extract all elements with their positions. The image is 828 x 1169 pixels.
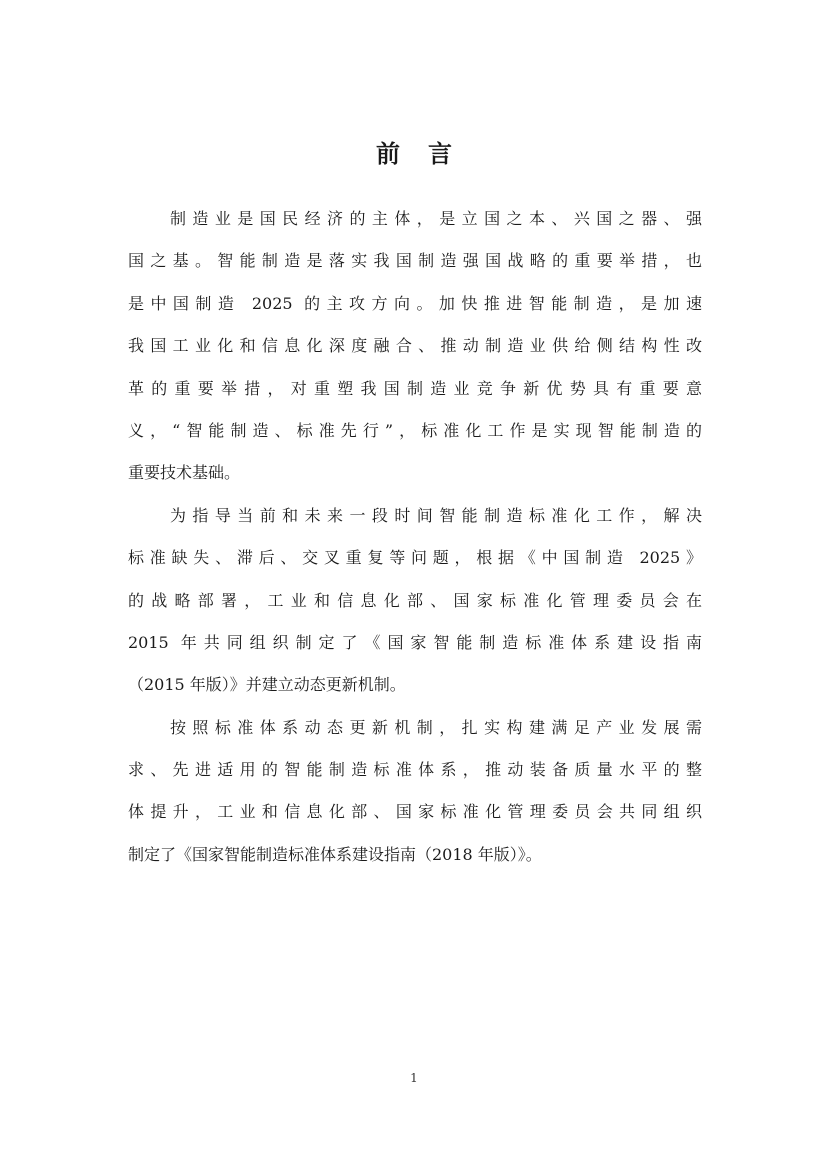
title-char-2: 言 bbox=[428, 139, 452, 168]
text-line: 制定了《国家智能制造标准体系建设指南（2018 年版）》。 bbox=[128, 844, 542, 864]
text-line: 革的重要举措，对重塑我国制造业竞争新优势具有重要意 bbox=[128, 378, 702, 398]
text-line: 的战略部署，工业和信息化部、国家标准化管理委员会在 bbox=[128, 590, 702, 610]
text-line: （2015 年版）》并建立动态更新机制。 bbox=[128, 675, 406, 695]
page-number: 1 bbox=[410, 1071, 418, 1085]
text-line: 我国工业化和信息化深度融合、推动制造业供给侧结构性改 bbox=[128, 336, 702, 356]
text-line: 重要技术基础。 bbox=[128, 463, 241, 483]
text-line: 国之基。智能制造是落实我国制造强国战略的重要举措，也 bbox=[128, 251, 702, 271]
text-line: 体提升，工业和信息化部、国家标准化管理委员会共同组织 bbox=[128, 802, 702, 822]
text-line: 标准缺失、滞后、交叉重复等问题，根据《中国制造 2025》 bbox=[128, 548, 702, 568]
text-line: 为指导当前和未来一段时间智能制造标准化工作，解决 bbox=[170, 505, 702, 525]
document-body bbox=[128, 206, 702, 884]
text-line: 求、先进适用的智能制造标准体系，推动装备质量水平的整 bbox=[128, 760, 702, 780]
text-line: 按照标准体系动态更新机制，扎实构建满足产业发展需 bbox=[170, 717, 702, 737]
page-title bbox=[0, 136, 828, 172]
text-line: 2015 年共同组织制定了《国家智能制造标准体系建设指南 bbox=[128, 632, 702, 652]
text-line: 制造业是国民经济的主体，是立国之本、兴国之器、强 bbox=[170, 209, 702, 228]
paragraph-2 bbox=[128, 503, 702, 715]
text-line: 义，“智能制造、标准先行”，标准化工作是实现智能制造的 bbox=[128, 420, 702, 440]
text-line: 是中国制造 2025 的主攻方向。加快推进智能制造，是加速 bbox=[128, 293, 702, 313]
paragraph-1 bbox=[128, 206, 702, 503]
paragraph-3 bbox=[128, 715, 702, 885]
title-char-1: 前 bbox=[376, 139, 400, 168]
